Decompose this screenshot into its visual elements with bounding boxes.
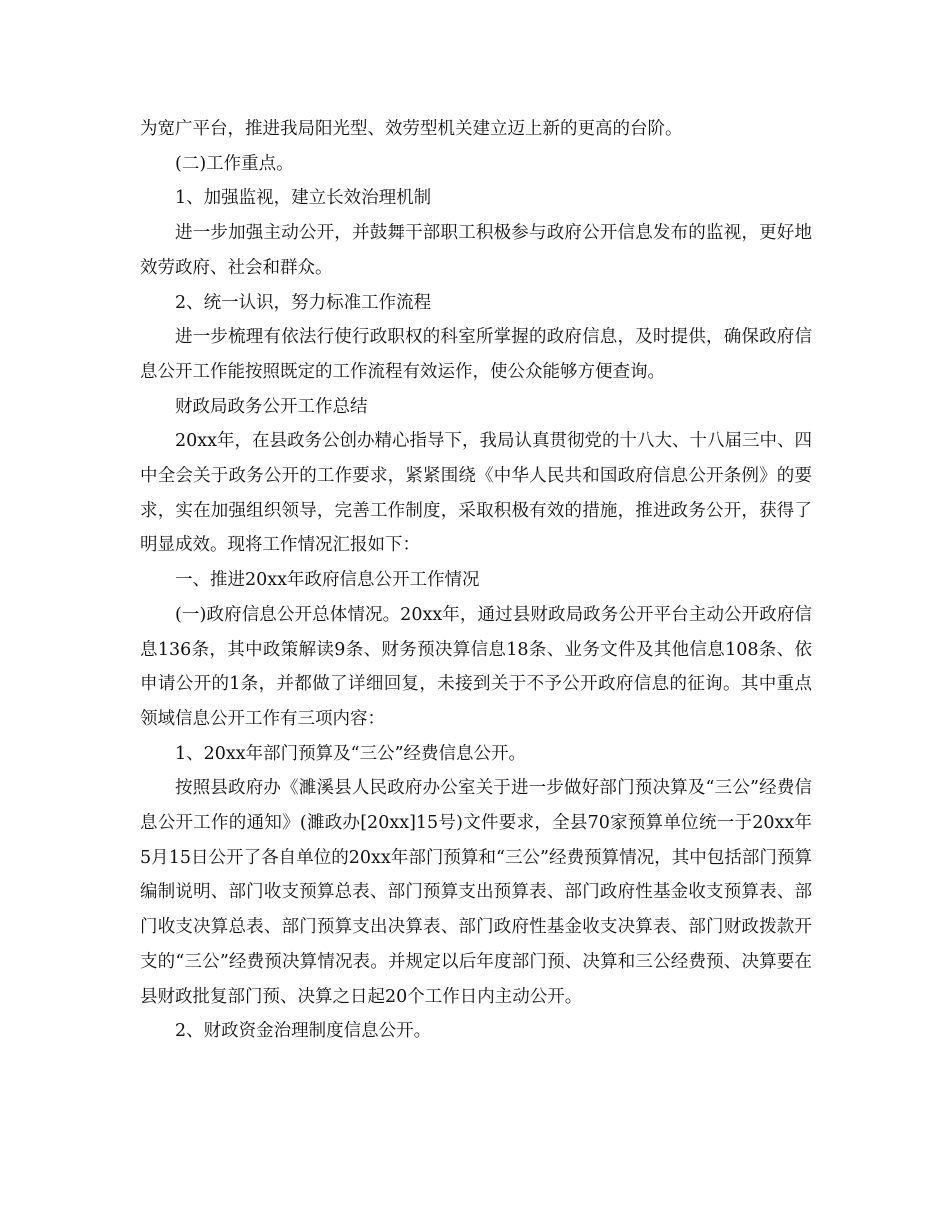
document-title: 财政局政务公开工作总结 [175, 396, 368, 417]
paragraph-supervision: 进一步加强主动公开，并鼓舞干部职工积极参与政府公开信息发布的监视，更好地效劳政府、社会和群众。 [140, 223, 812, 278]
section-heading-1: 一、推进20xx年政府信息公开工作情况 [175, 570, 480, 591]
section-heading-work-focus: (二)工作重点。 [175, 153, 294, 174]
paragraph-overview: (一)政府信息公开总体情况。20xx年，通过县财政局政务公开平台主动公开政府信息136条，其中政策解读9条、财务预决算信息18条、业务文件及其他信息108条、依申请公开的1条，并都做了详细回复，未接到关于不予公开政府信息的征询。其中重点领域信息公开工作有三项内容： [140, 604, 812, 729]
paragraph-budget: 按照县政府办《濉溪县人民政府办公室关于进一步做好部门预决算及“三公”经费信息公开工作的通知》(濉政办[20xx]15号)文件要求，全县70家预算单位统一于20xx年5月15日公开了各自单位的20xx年部门预算和“三公”经费预算情况，其中包括部门预算编制说明、部门收支预算总表、部门预算支出预算表、部门政府性基金收支预算表、部门收支决算总表、部门预算支出决算表、部门政府性基金收支决算表、部门财政拨款开支的“三公”经费预决算情况表。并规定以后年度部门预、决算和三公经费预、决算要在县财政批复部门预、决算之日起20个工作日内主动公开。 [140, 778, 812, 1007]
paragraph-intro: 20xx年，在县政务公创办精心指导下，我局认真贯彻党的十八大、十八届三中、四中全会关于政务公开的工作要求，紧紧围绕《中华人民共和国政府信息公开条例》的要求，实在加强组织领导，完善工作制度，采取积极有效的措施，推进政务公开，获得了明显成效。现将工作情况汇报如下： [140, 431, 813, 556]
document-body [140, 112, 812, 1049]
item-heading-standard-process: 2、统一认识，努力标准工作流程 [175, 292, 432, 313]
item-heading-supervision: 1、加强监视，建立长效治理机制 [175, 188, 432, 209]
item-heading-fund-management: 2、财政资金治理制度信息公开。 [175, 1021, 432, 1042]
paragraph-1: 为宽广平台，推进我局阳光型、效劳型机关建立迈上新的更高的台阶。 [140, 119, 683, 139]
item-heading-budget: 1、20xx年部门预算及“三公”经费信息公开。 [175, 743, 527, 764]
paragraph-standard-process: 进一步梳理有依法行使行政职权的科室所掌握的政府信息，及时提供，确保政府信息公开工作能按照既定的工作流程有效运作，使公众能够方便查询。 [140, 327, 812, 382]
